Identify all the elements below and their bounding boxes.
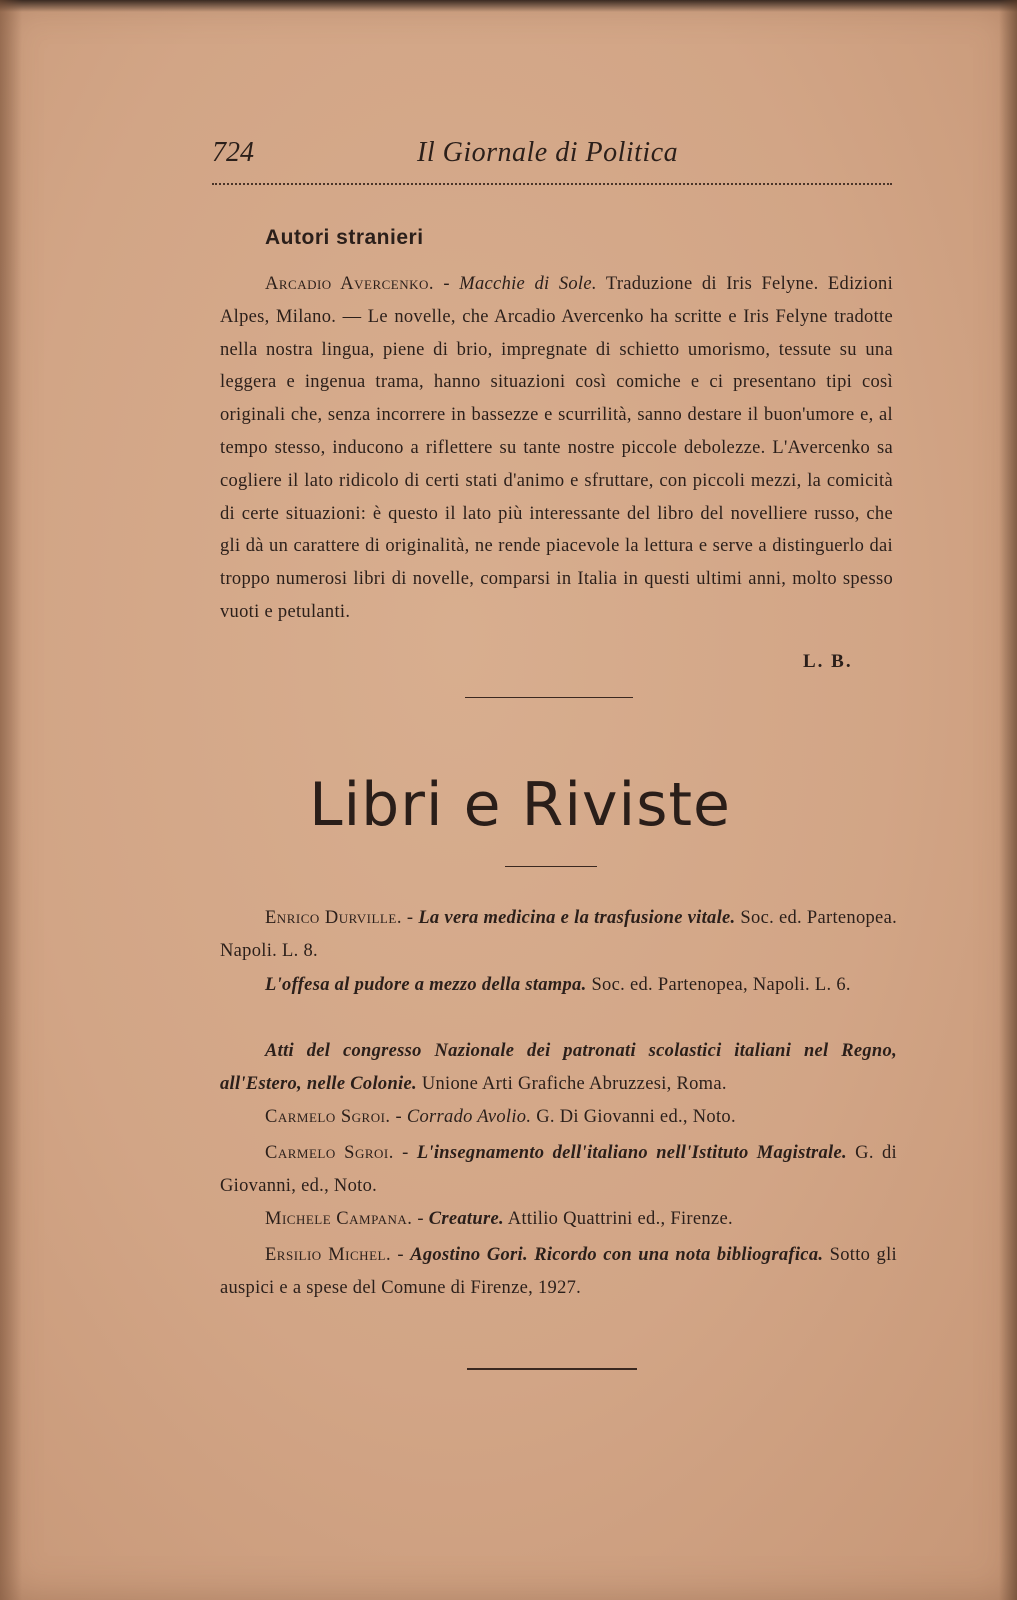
end-rule: [467, 1368, 637, 1370]
entry-author: Enrico Durville.: [265, 908, 402, 928]
review-separator: -: [434, 274, 460, 294]
entry-details: Soc. ed. Partenopea, Napoli. L. 6.: [586, 975, 851, 995]
review-signature: L. B.: [803, 651, 853, 672]
books-section-title: Libri e Riviste: [309, 770, 731, 840]
entry-author: Ersilio Michel.: [265, 1245, 392, 1265]
book-entry: [220, 1101, 897, 1134]
entry-separator: -: [412, 1209, 429, 1229]
review-body: Traduzione di Iris Felyne. Edizioni Alpes, Milano. — Le novelle, che Arcadio Avercenko ha scritte e Iris Felyne tradotte nella nostra lingua, piene di brio, impregnate di schietto umorismo, tessute su una leggera e ingenua trama, hanno situazioni così comiche e ci presentano tipi così originali che, senza incorrere in bassezze e scurrilità, sanno destare il buon'umore e, al tempo stesso, inducono a riflettere su tante nostre piccole debolezze. L'Avercenko sa cogliere il lato ridicolo di certi stati d'animo e sfruttare, con piccoli mezzi, la comicità di certe situazioni: è questo il lato più interessante del libro del novelliere russo, che gli dà un carattere di originalità, ne rende piacevole la lettura e serve a distinguerlo dai troppo numerosi libri di novelle, comparsi in Italia in questi ultimi anni, molto spesso vuoti e petulanti.: [220, 274, 894, 622]
entry-details: Attilio Quattrini ed., Firenze.: [503, 1209, 733, 1229]
book-entry: [220, 1203, 897, 1236]
entry-separator: -: [390, 1107, 407, 1127]
book-entry: [220, 969, 897, 1002]
entry-details: Sotto gli auspici e a spese del Comune di Firenze, 1927.: [220, 1245, 897, 1298]
entry-author: Carmelo Sgroi.: [265, 1107, 391, 1127]
entry-details: G. Di Giovanni ed., Noto.: [531, 1107, 736, 1127]
review-paragraph: [220, 268, 893, 629]
entry-title: Corrado Avolio.: [406, 1107, 532, 1127]
section-heading: Autori stranieri: [265, 226, 424, 249]
running-title: Il Giornale di Politica: [417, 137, 679, 168]
review-book-title: Macchie di Sole.: [459, 274, 597, 294]
entry-details: Unione Arti Grafiche Abruzzesi, Roma.: [416, 1073, 727, 1094]
book-entry: [220, 1239, 897, 1304]
title-underline-rule: [505, 866, 597, 867]
book-entry: [220, 1035, 897, 1100]
entry-title: La vera medicina e la trasfusione vitale.: [418, 908, 736, 928]
entry-author: Michele Campana.: [265, 1209, 413, 1229]
header-dotted-rule: [212, 183, 892, 185]
entry-separator: -: [401, 908, 419, 928]
entry-separator: -: [393, 1143, 417, 1163]
entry-title: Atti del congresso Nazionale dei patronati scolastici italiani nel Regno, all'Estero, nelle Colonie.: [220, 1041, 897, 1094]
page-left-edge: [0, 0, 22, 1600]
page-number: 724: [212, 137, 254, 168]
page-top-edge: [0, 0, 1017, 12]
section-divider-rule: [465, 697, 633, 698]
entry-title: Agostino Gori. Ricordo con una nota bibliografica.: [410, 1245, 824, 1265]
running-header: [212, 137, 892, 177]
entry-title: Creature.: [428, 1209, 504, 1229]
entry-author: Carmelo Sgroi.: [265, 1143, 394, 1163]
book-entry: [220, 1137, 897, 1202]
entry-details: G. di Giovanni, ed., Noto.: [220, 1143, 897, 1196]
entry-separator: -: [391, 1245, 411, 1265]
entry-details: Soc. ed. Partenopea. Napoli. L. 8.: [220, 908, 898, 961]
book-entry: [220, 902, 897, 967]
review-author: Arcadio Avercenko.: [265, 274, 435, 294]
entry-title: L'offesa al pudore a mezzo della stampa.: [265, 975, 587, 995]
page-right-edge: [999, 0, 1017, 1600]
entry-title: L'insegnamento dell'italiano nell'Istituto Magistrale.: [416, 1143, 847, 1163]
